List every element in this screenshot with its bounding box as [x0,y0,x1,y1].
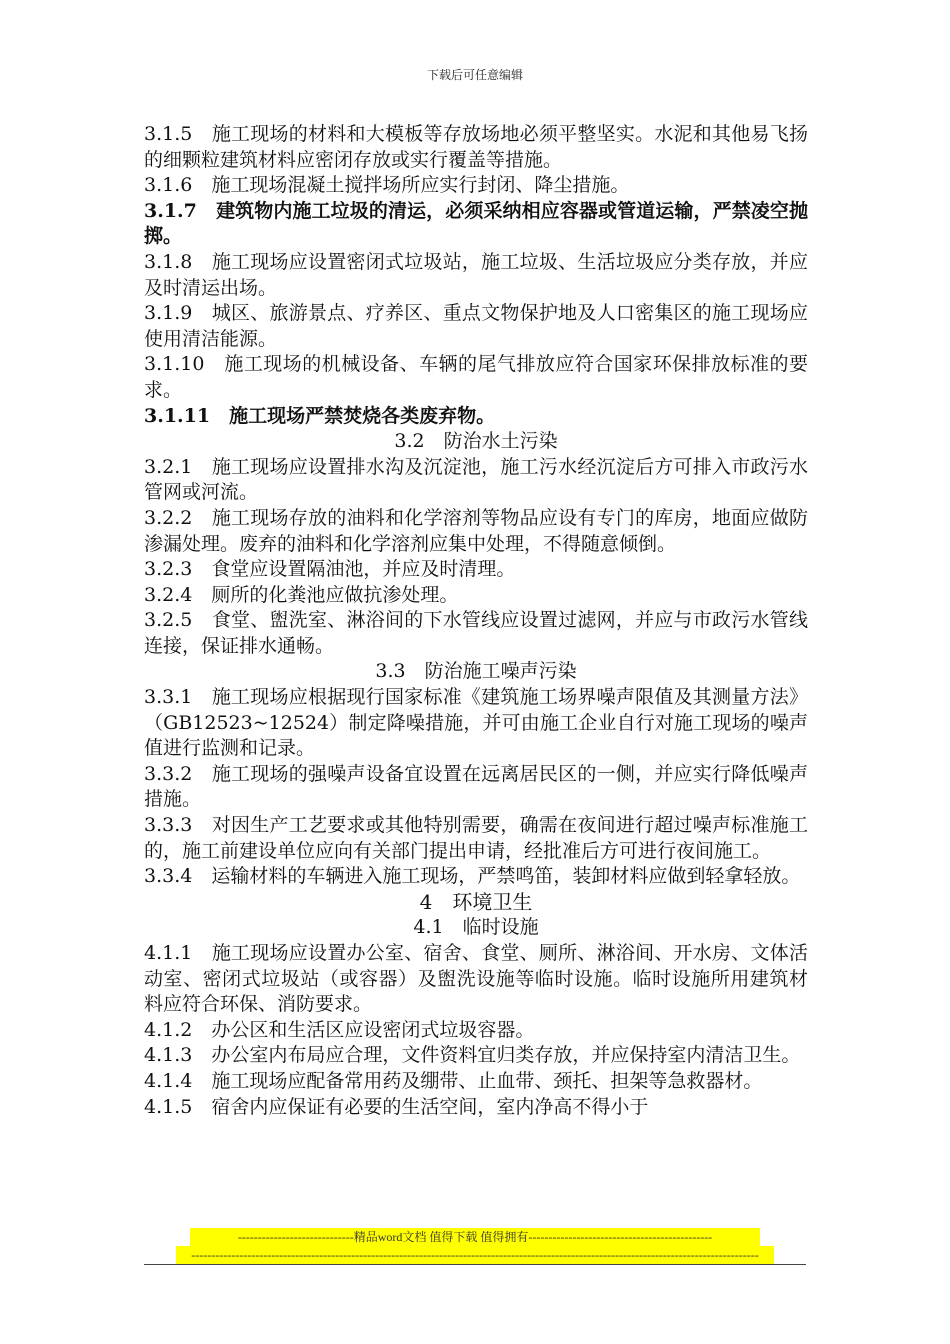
paragraph: 3.1.8 施工现场应设置密闭式垃圾站，施工垃圾、生活垃圾应分类存放，并应及时清运出场。 [144,250,808,299]
paragraph: 4.1.4 施工现场应配备常用药及绷带、止血带、颈托、担架等急救器材。 [144,1069,763,1092]
paragraph: 3.1.10 施工现场的机械设备、车辆的尾气排放应符合国家环保排放标准的要求。 [144,353,808,401]
paragraph: 3.1.11 施工现场严禁焚烧各类废弃物。 [144,404,496,427]
section-heading: 4.1 临时设施 [413,916,539,939]
paragraph: 3.1.9 城区、旅游景点、疗养区、重点文物保护地及人口密集区的施工现场应使用清洁能源。 [144,302,808,350]
paragraph: 3.2.3 食堂应设置隔油池，并应及时清理。 [144,558,516,581]
footer-banner-dashes: ---------------------------------------------------------------------------------------------------------------------------------------------- [176,1246,774,1264]
section-heading: 3.2 防治水土污染 [394,430,558,453]
page-header: 下载后可任意编辑 [426,68,523,82]
paragraph: 3.2.5 食堂、盥洗室、淋浴间的下水管线应设置过滤网，并应与市政污水管线连接，保证排水通畅。 [144,609,808,657]
paragraph: 3.2.4 厕所的化粪池应做抗渗处理。 [144,583,459,606]
paragraph: 4.1.3 办公室内布局应合理，文件资料宜归类存放，并应保持室内清洁卫生。 [144,1044,801,1067]
paragraph: 3.1.6 施工现场混凝土搅拌场所应实行封闭、降尘措施。 [144,174,630,197]
paragraph: 4.1.5 宿舍内应保证有必要的生活空间，室内净高不得小于 [144,1095,649,1118]
document-body [144,122,808,1120]
section-heading: 3.3 防治施工噪声污染 [375,660,577,683]
paragraph: 3.3.4 运输材料的车辆进入施工现场，严禁鸣笛，装卸材料应做到轻拿轻放。 [144,865,801,888]
paragraph: 3.3.2 施工现场的强噪声设备宜设置在远离居民区的一侧，并应实行降低噪声措施。 [144,762,808,811]
paragraph: 4.1.1 施工现场应设置办公室、宿舍、食堂、厕所、淋浴间、开水房、文体活动室、密闭式垃圾站（或容器）及盥洗设施等临时设施。临时设施所用建筑材料应符合环保、消防要求。 [144,942,808,1016]
paragraph: 3.1.5 施工现场的材料和大模板等存放场地必须平整坚实。水泥和其他易飞扬的细颗粒建筑材料应密闭存放或实行覆盖等措施。 [144,123,808,171]
paragraph: 3.2.2 施工现场存放的油料和化学溶剂等物品应设有专门的库房，地面应做防渗漏处理。废弃的油料和化学溶剂应集中处理，不得随意倾倒。 [144,506,808,555]
paragraph: 3.2.1 施工现场应设置排水沟及沉淀池，施工污水经沉淀后方可排入市政污水管网或河流。 [144,455,808,504]
paragraph: 3.3.1 施工现场应根据现行国家标准《建筑施工场界噪声限值及其测量方法》（GB12523~12524）制定降噪措施，并可由施工企业自行对施工现场的噪声值进行监测和记录。 [144,686,808,760]
footer-rule [144,1264,806,1265]
paragraph: 3.3.3 对因生产工艺要求或其他特别需要，确需在夜间进行超过噪声标准施工的，施工前建设单位应向有关部门提出申请，经批准后方可进行夜间施工。 [144,814,808,862]
chapter-heading: 4 环境卫生 [419,889,533,914]
paragraph: 4.1.2 办公区和生活区应设密闭式垃圾容器。 [144,1018,535,1041]
paragraph: 3.1.7 建筑物内施工垃圾的清运，必须采纳相应容器或管道运输，严禁凌空抛掷。 [144,199,808,248]
footer-banner: -----------------------------精品word文档 值得下载 值得拥有---------------------------------------------- [190,1228,760,1246]
